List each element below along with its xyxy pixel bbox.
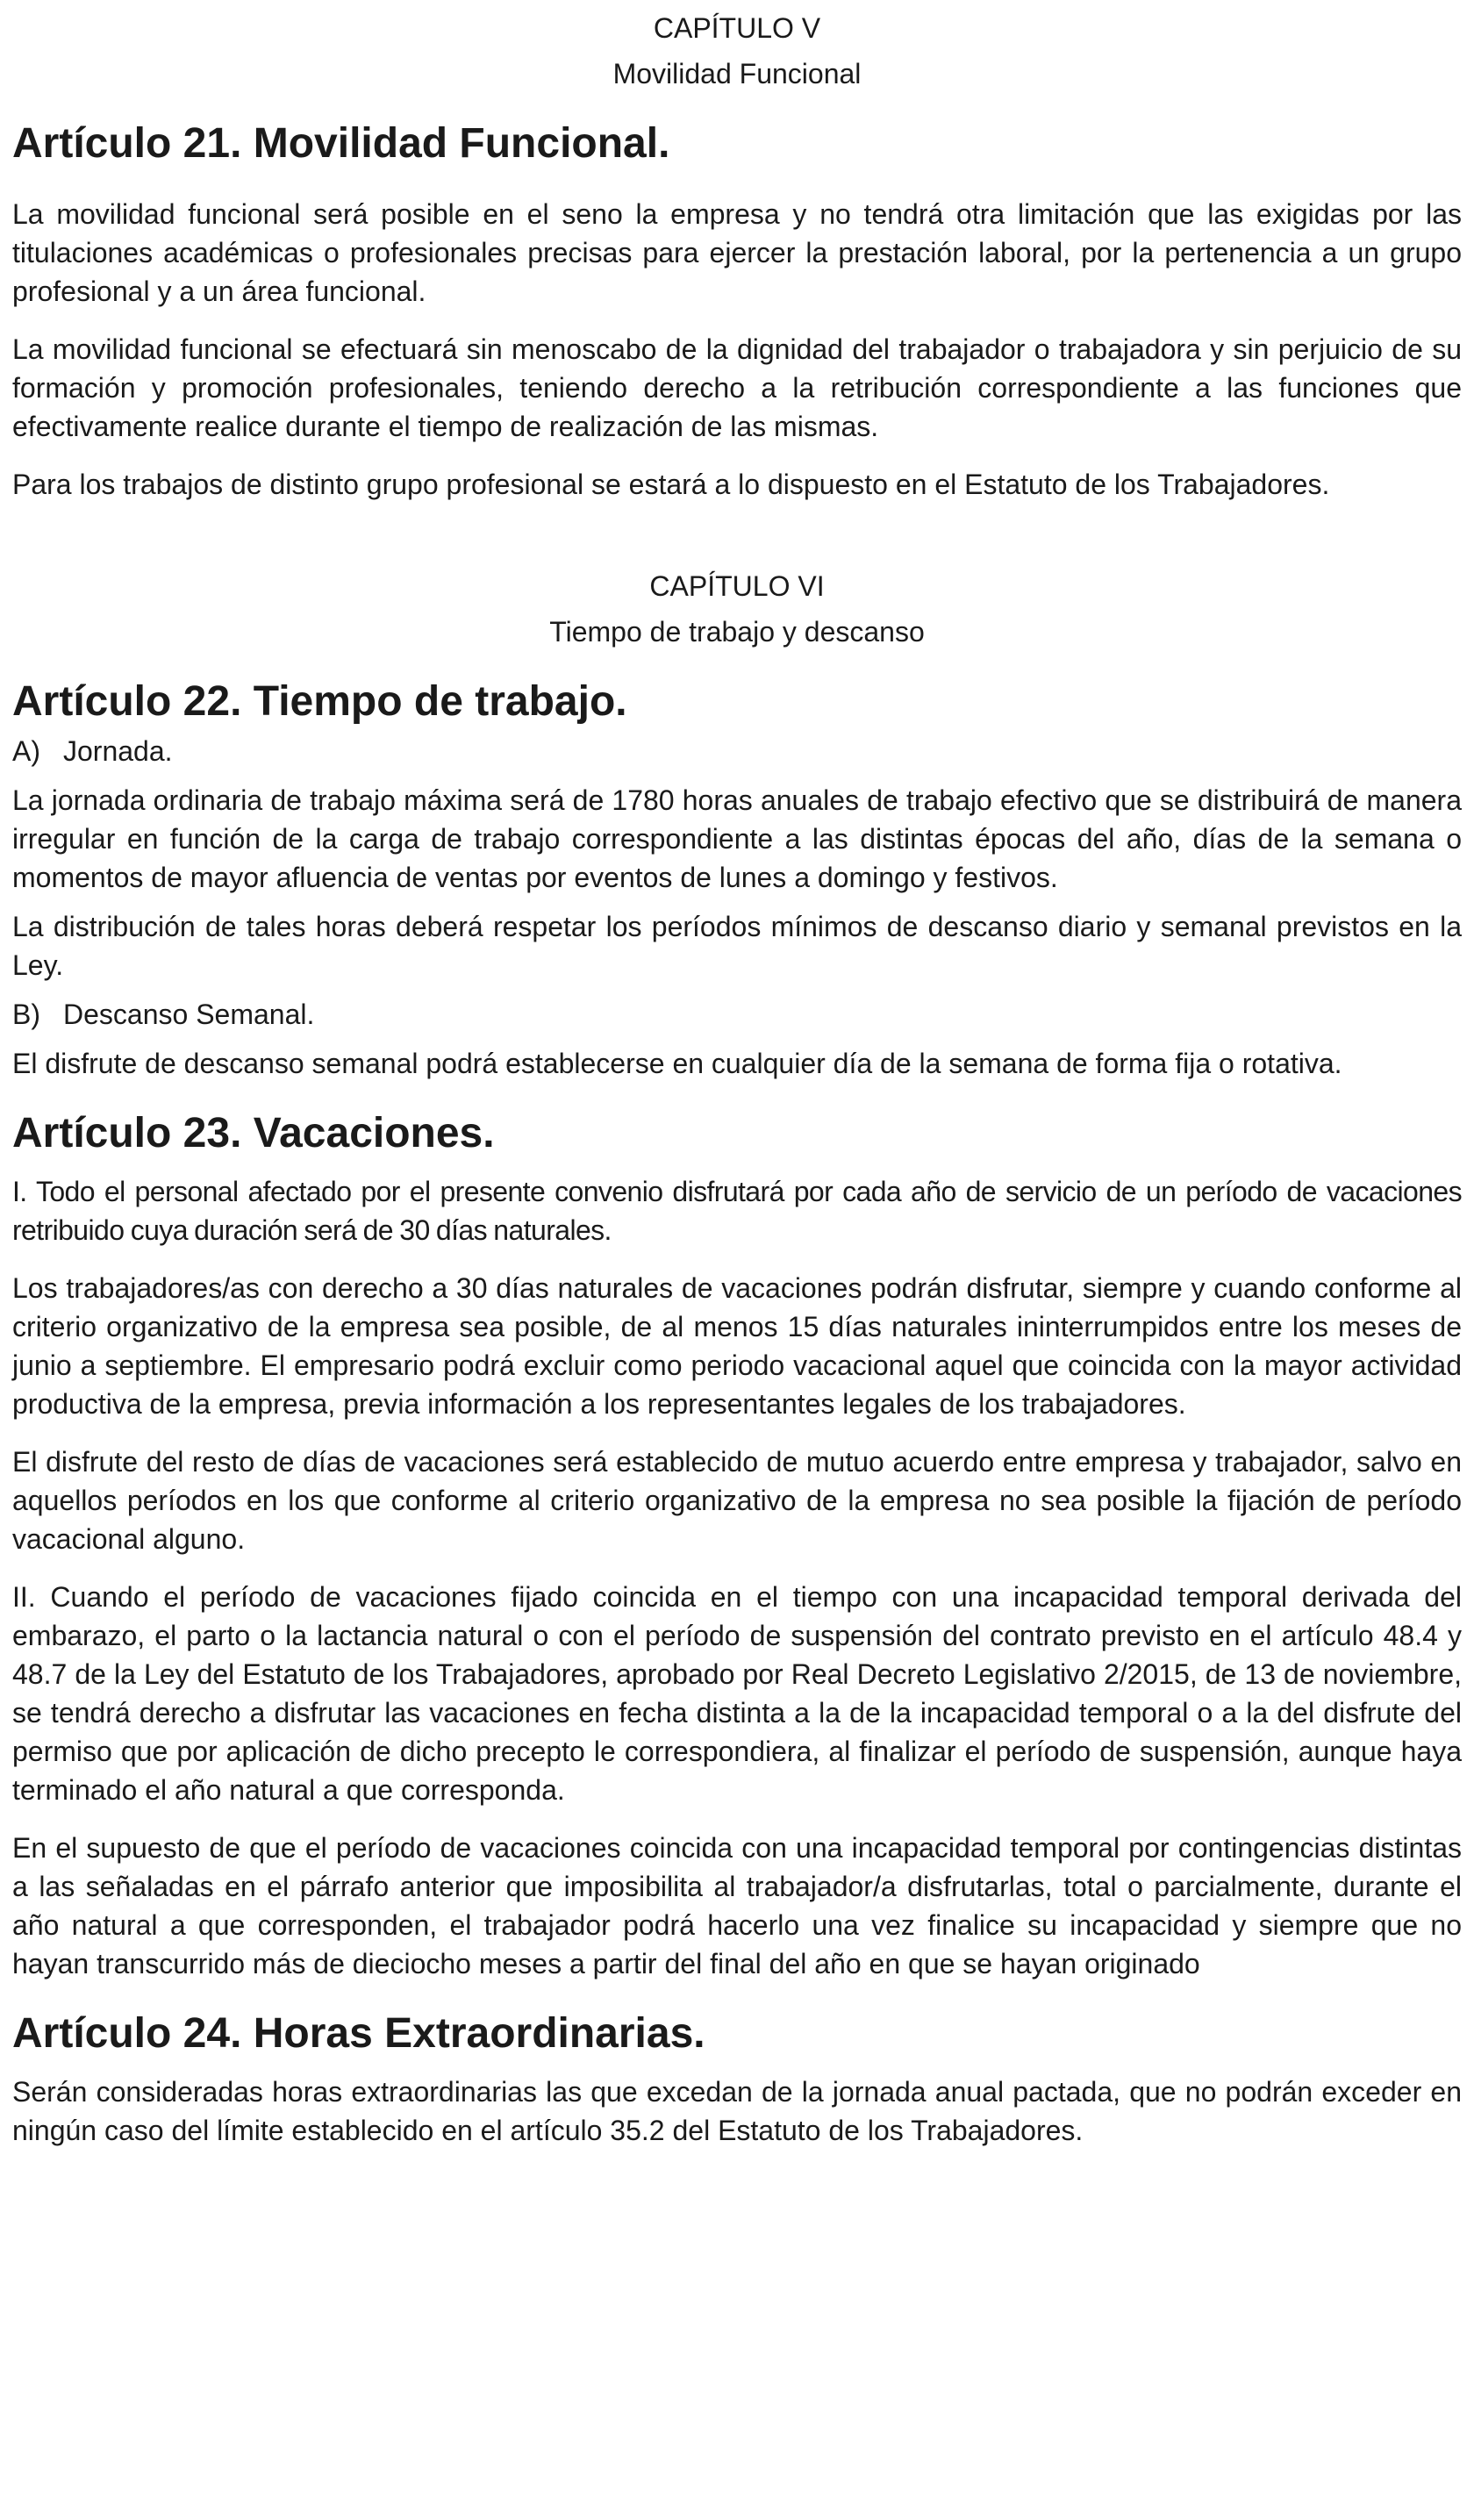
article-21-paragraph-1: La movilidad funcional será posible en el seno la empresa y no tendrá otra limitación que las exigidas por las titulaciones académicas o profesionales precisas para ejercer la prestación laboral, por la pertenencia a un grupo profesional y a un área funcional. [12, 198, 1462, 307]
article-24-paragraph-1: Serán consideradas horas extraordinarias las que excedan de la jornada anual pactada, que no podrán exceder en ningún caso del límite establecido en el artículo 35.2 del Estatuto de los Trabajadores. [12, 2076, 1462, 2146]
article-22-heading: Artículo 22. Tiempo de trabajo. [12, 678, 627, 725]
article-24-heading: Artículo 24. Horas Extraordinarias. [12, 2010, 705, 2057]
article-22-paragraph-b1: El disfrute de descanso semanal podrá establecerse en cualquier día de la semana de forma fija o rotativa. [12, 1048, 1342, 1079]
article-22-paragraph-a1: La jornada ordinaria de trabajo máxima será de 1780 horas anuales de trabajo efectivo que se distribuirá de manera irregular en función de la carga de trabajo correspondiente a las distintas épocas del año, días de la semana o momentos de mayor afluencia de ventas por eventos de lunes a domingo y festivos. [12, 784, 1462, 893]
article-23-paragraph-1: I. Todo el personal afectado por el presente convenio disfrutará por cada año de servicio de un período de vacaciones retribuido cuya duración será de 30 días naturales. [12, 1176, 1462, 1246]
section-a-letter: A) [12, 735, 40, 767]
article-22-paragraph-a2: La distribución de tales horas deberá respetar los períodos mínimos de descanso diario y semanal previstos en la Ley. [12, 911, 1462, 981]
section-a-heading [12, 732, 1462, 770]
chapter-5-label: CAPÍTULO V [653, 12, 821, 44]
chapter-5-title: Movilidad Funcional [612, 58, 862, 89]
article-21-heading: Artículo 21. Movilidad Funcional. [12, 120, 670, 167]
section-b-heading [12, 995, 1462, 1034]
section-a-title: Jornada. [63, 735, 173, 767]
chapter-6-label: CAPÍTULO VI [649, 570, 825, 602]
article-21-paragraph-2: La movilidad funcional se efectuará sin menoscabo de la dignidad del trabajador o trabajadora y sin perjuicio de su formación y promoción profesionales, teniendo derecho a la retribución correspondiente a las funciones que efectivamente realice durante el tiempo de realización de las mismas. [12, 333, 1462, 442]
chapter-6-title: Tiempo de trabajo y descanso [549, 616, 925, 648]
article-23-paragraph-5: En el supuesto de que el período de vacaciones coincida con una incapacidad temporal por contingencias distintas a las señaladas en el párrafo anterior que imposibilita al trabajador/a disfrutarlas, total o parcialmente, durante el año natural a que corresponden, el trabajador podrá hacerlo una vez finalice su incapacidad y siempre que no hayan transcurrido más de dieciocho meses a partir del final del año en que se hayan originado [12, 1832, 1462, 1979]
article-23-paragraph-2: Los trabajadores/as con derecho a 30 días naturales de vacaciones podrán disfrutar, siempre y cuando conforme al criterio organizativo de la empresa sea posible, de al menos 15 días naturales ininterrumpidos entre los meses de junio a septiembre. El empresario podrá excluir como periodo vacacional aquel que coincida con la mayor actividad productiva de la empresa, previa información a los representantes legales de los trabajadores. [12, 1272, 1462, 1420]
article-23-heading: Artículo 23. Vacaciones. [12, 1110, 495, 1156]
section-b-title: Descanso Semanal. [63, 999, 315, 1030]
article-21-paragraph-3: Para los trabajos de distinto grupo profesional se estará a lo dispuesto en el Estatuto de los Trabajadores. [12, 469, 1330, 500]
article-23-paragraph-3: El disfrute del resto de días de vacaciones será establecido de mutuo acuerdo entre empresa y trabajador, salvo en aquellos períodos en los que conforme al criterio organizativo de la empresa no sea posible la fijación de período vacacional alguno. [12, 1446, 1462, 1555]
article-23-paragraph-4: II. Cuando el período de vacaciones fijado coincida en el tiempo con una incapacidad temporal derivada del embarazo, el parto o la lactancia natural o con el período de suspensión del contrato previsto en el artículo 48.4 y 48.7 de la Ley del Estatuto de los Trabajadores, aprobado por Real Decreto Legislativo 2/2015, de 13 de noviembre, se tendrá derecho a disfrutar las vacaciones en fecha distinta a la de la incapacidad temporal o a la del disfrute del permiso que por aplicación de dicho precepto le correspondiera, al finalizar el período de suspensión, aunque haya terminado el año natural a que corresponda. [12, 1581, 1462, 1806]
section-b-letter: B) [12, 999, 40, 1030]
